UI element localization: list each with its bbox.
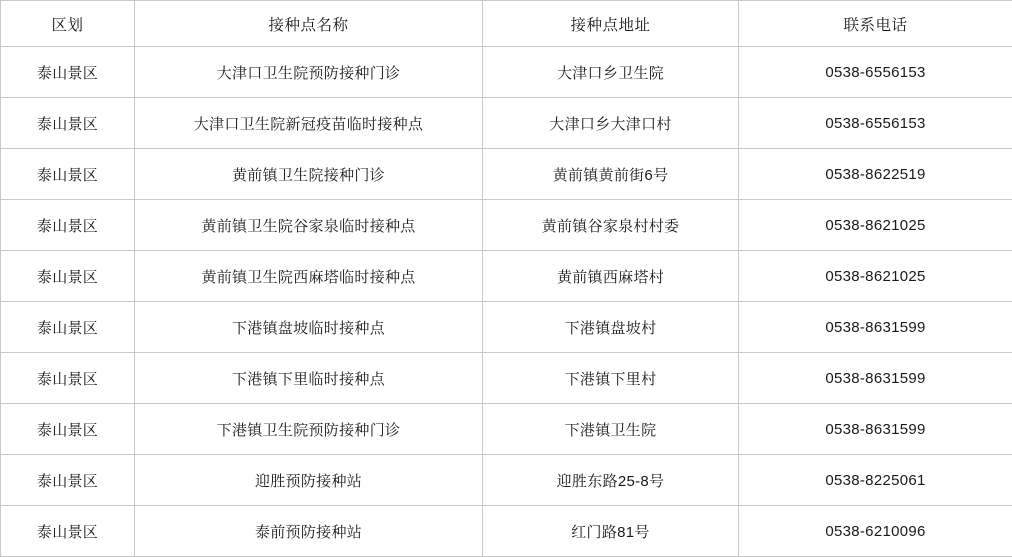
cell-site-name: 下港镇下里临时接种点 xyxy=(135,353,483,404)
cell-site-name: 下港镇盘坡临时接种点 xyxy=(135,302,483,353)
table-body xyxy=(1,47,1012,557)
cell-phone: 0538-8631599 xyxy=(739,404,1012,455)
cell-district: 泰山景区 xyxy=(1,251,135,302)
cell-site-name: 大津口卫生院新冠疫苗临时接种点 xyxy=(135,98,483,149)
cell-site-address: 下港镇盘坡村 xyxy=(483,302,739,353)
cell-district: 泰山景区 xyxy=(1,47,135,98)
cell-site-name: 黄前镇卫生院接种门诊 xyxy=(135,149,483,200)
cell-site-name: 泰前预防接种站 xyxy=(135,506,483,557)
cell-district: 泰山景区 xyxy=(1,353,135,404)
cell-district: 泰山景区 xyxy=(1,98,135,149)
cell-phone: 0538-6210096 xyxy=(739,506,1012,557)
cell-site-address: 黄前镇西麻塔村 xyxy=(483,251,739,302)
column-header-district: 区划 xyxy=(1,1,135,47)
cell-district: 泰山景区 xyxy=(1,404,135,455)
table-row xyxy=(1,302,1012,353)
table-row xyxy=(1,455,1012,506)
cell-site-address: 大津口乡卫生院 xyxy=(483,47,739,98)
cell-phone: 0538-6556153 xyxy=(739,98,1012,149)
cell-phone: 0538-6556153 xyxy=(739,47,1012,98)
table-header xyxy=(1,1,1012,47)
cell-site-name: 黄前镇卫生院西麻塔临时接种点 xyxy=(135,251,483,302)
cell-district: 泰山景区 xyxy=(1,200,135,251)
cell-site-name: 迎胜预防接种站 xyxy=(135,455,483,506)
cell-phone: 0538-8631599 xyxy=(739,353,1012,404)
table-row xyxy=(1,353,1012,404)
cell-district: 泰山景区 xyxy=(1,455,135,506)
cell-site-address: 下港镇下里村 xyxy=(483,353,739,404)
cell-site-address: 黄前镇黄前街6号 xyxy=(483,149,739,200)
cell-site-address: 红门路81号 xyxy=(483,506,739,557)
table-row xyxy=(1,404,1012,455)
cell-phone: 0538-8621025 xyxy=(739,200,1012,251)
cell-district: 泰山景区 xyxy=(1,302,135,353)
table-header-row xyxy=(1,1,1012,47)
cell-site-name: 黄前镇卫生院谷家泉临时接种点 xyxy=(135,200,483,251)
cell-district: 泰山景区 xyxy=(1,149,135,200)
cell-phone: 0538-8622519 xyxy=(739,149,1012,200)
cell-site-name: 大津口卫生院预防接种门诊 xyxy=(135,47,483,98)
column-header-site-address: 接种点地址 xyxy=(483,1,739,47)
table-row xyxy=(1,200,1012,251)
table-row xyxy=(1,251,1012,302)
cell-phone: 0538-8621025 xyxy=(739,251,1012,302)
table-row xyxy=(1,506,1012,557)
column-header-phone: 联系电话 xyxy=(739,1,1012,47)
cell-site-name: 下港镇卫生院预防接种门诊 xyxy=(135,404,483,455)
cell-site-address: 大津口乡大津口村 xyxy=(483,98,739,149)
cell-site-address: 迎胜东路25-8号 xyxy=(483,455,739,506)
table-row xyxy=(1,98,1012,149)
cell-phone: 0538-8631599 xyxy=(739,302,1012,353)
cell-district: 泰山景区 xyxy=(1,506,135,557)
cell-site-address: 黄前镇谷家泉村村委 xyxy=(483,200,739,251)
cell-site-address: 下港镇卫生院 xyxy=(483,404,739,455)
table-row xyxy=(1,47,1012,98)
table-row xyxy=(1,149,1012,200)
cell-phone: 0538-8225061 xyxy=(739,455,1012,506)
column-header-site-name: 接种点名称 xyxy=(135,1,483,47)
